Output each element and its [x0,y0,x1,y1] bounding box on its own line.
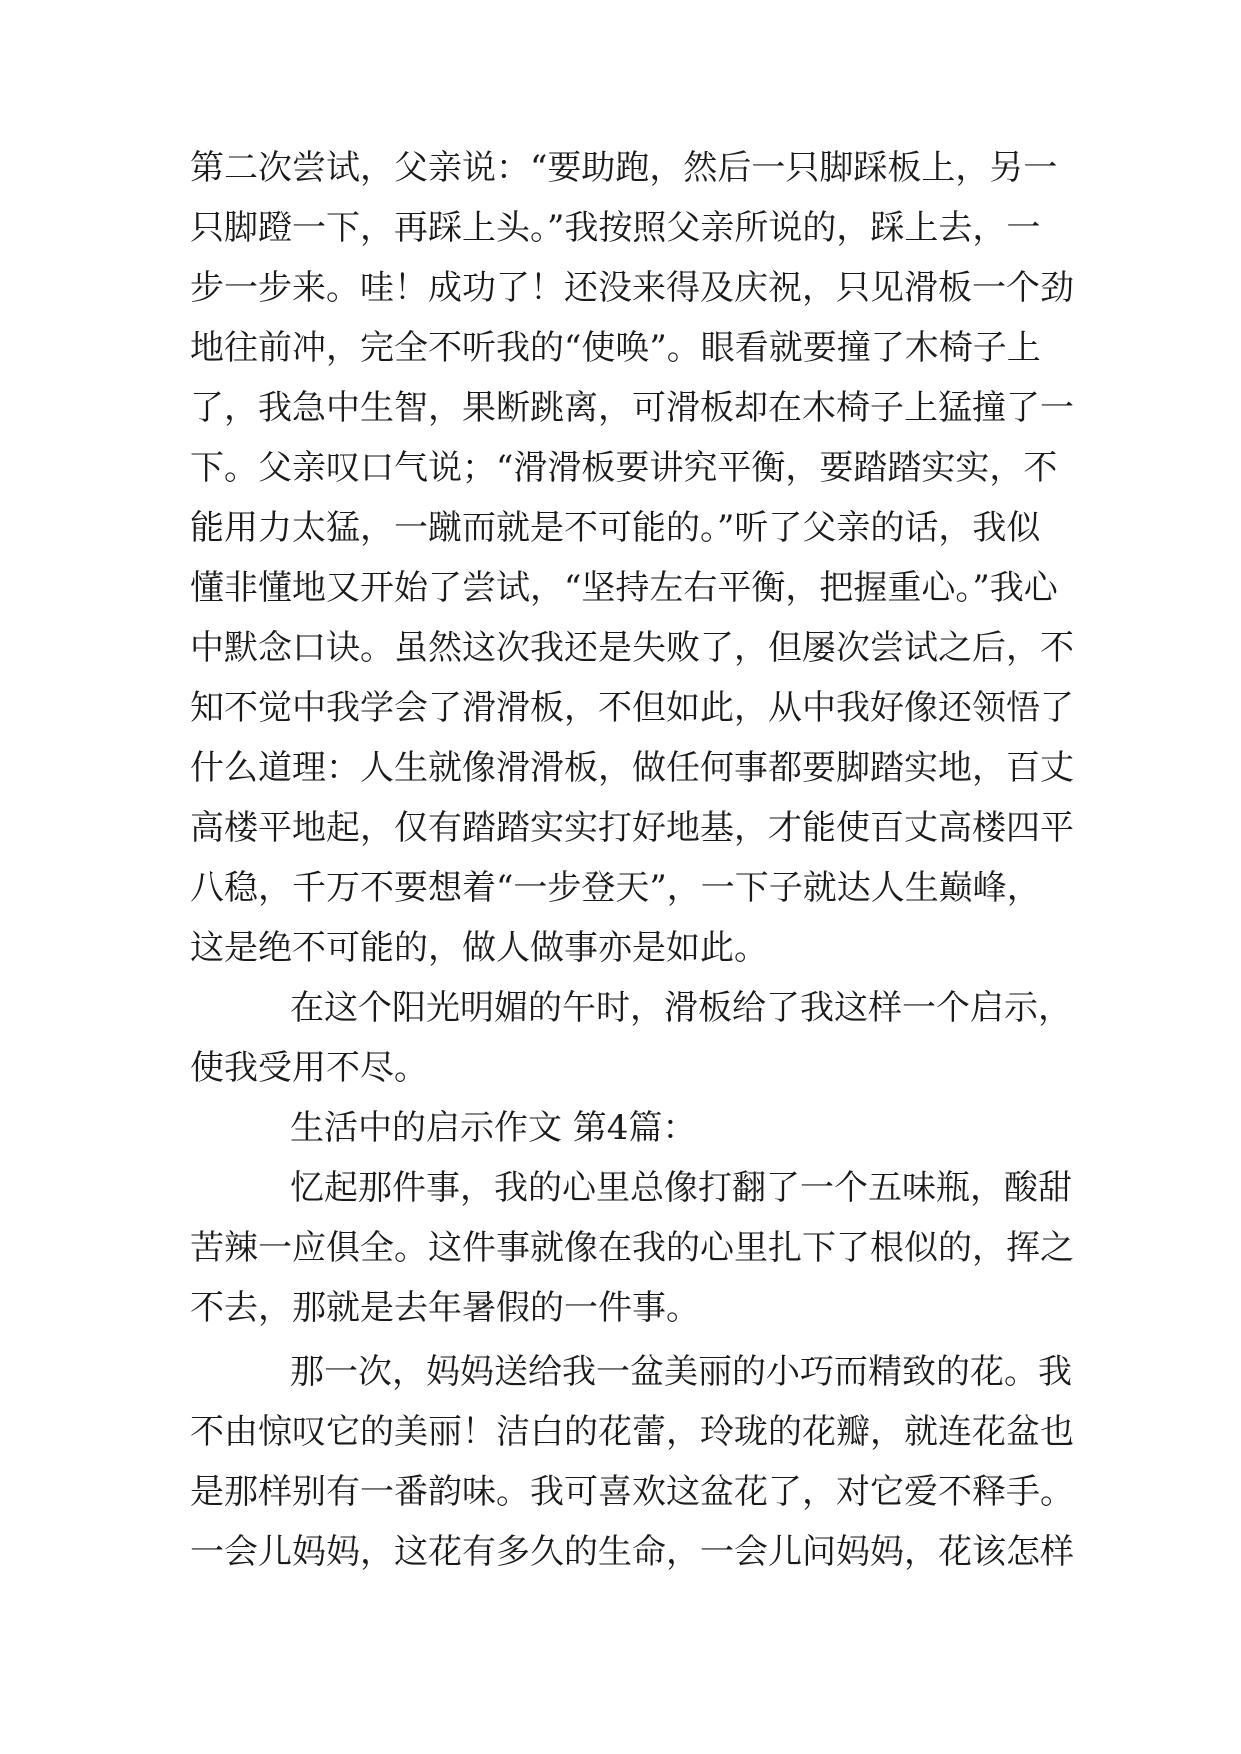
paragraph-line: 步一步来。哇！成功了！还没来得及庆祝，只见滑板一个劲 [190,268,1074,308]
paragraph-line: 忆起那件事，我的心里总像打翻了一个五味瓶，酸甜 [290,1168,1072,1208]
paragraph-line: 那一次，妈妈送给我一盆美丽的小巧而精致的花。我 [290,1352,1072,1392]
paragraph-line: 不由惊叹它的美丽！洁白的花蕾，玲珑的花瓣，就连花盆也 [190,1412,1074,1452]
paragraph-line: 能用力太猛，一蹴而就是不可能的。”听了父亲的话，我似 [190,508,1041,548]
paragraph-line: 中默念口诀。虽然这次我还是失败了，但屡次尝试之后，不 [190,628,1074,668]
paragraph-line: 地往前冲，完全不听我的“使唤”。眼看就要撞了木椅子上 [190,328,1041,368]
paragraph-line: 这是绝不可能的，做人做事亦是如此。 [190,928,768,968]
paragraph-line: 知不觉中我学会了滑滑板，不但如此，从中我好像还领悟了 [190,688,1074,728]
paragraph-line: 使我受用不尽。 [190,1048,428,1088]
paragraph-line: 一会儿妈妈，这花有多久的生命，一会儿问妈妈，花该怎样 [190,1532,1074,1572]
paragraph-line: 在这个阳光明媚的午时，滑板给了我这样一个启示， [290,988,1072,1028]
paragraph-line: 是那样别有一番韵味。我可喜欢这盆花了，对它爱不释手。 [190,1472,1074,1512]
paragraph-line: 下。父亲叹口气说；“滑滑板要讲究平衡，要踏踏实实，不 [190,448,1058,488]
paragraph-line: 高楼平地起，仅有踏踏实实打好地基，才能使百丈高楼四平 [190,808,1074,848]
paragraph-line: 八稳，千万不要想着“一步登天”，一下子就达人生巅峰， [190,868,1041,908]
paragraph-line: 懂非懂地又开始了尝试，“坚持左右平衡，把握重心。”我心 [190,568,1058,608]
paragraph-line: 不去，那就是去年暑假的一件事。 [190,1288,700,1328]
paragraph-line: 了，我急中生智，果断跳离，可滑板却在木椅子上猛撞了一 [190,388,1074,428]
paragraph-line: 苦辣一应俱全。这件事就像在我的心里扎下了根似的，挥之 [190,1228,1074,1268]
section-heading: 生活中的启示作文 第4篇： [290,1108,697,1148]
paragraph-line: 第二次尝试，父亲说：“要助跑，然后一只脚踩板上，另一 [190,148,1058,188]
paragraph-line: 只脚蹬一下，再踩上头。”我按照父亲所说的，踩上去，一 [190,208,1041,248]
paragraph-line: 什么道理：人生就像滑滑板，做任何事都要脚踏实地，百丈 [190,748,1074,788]
